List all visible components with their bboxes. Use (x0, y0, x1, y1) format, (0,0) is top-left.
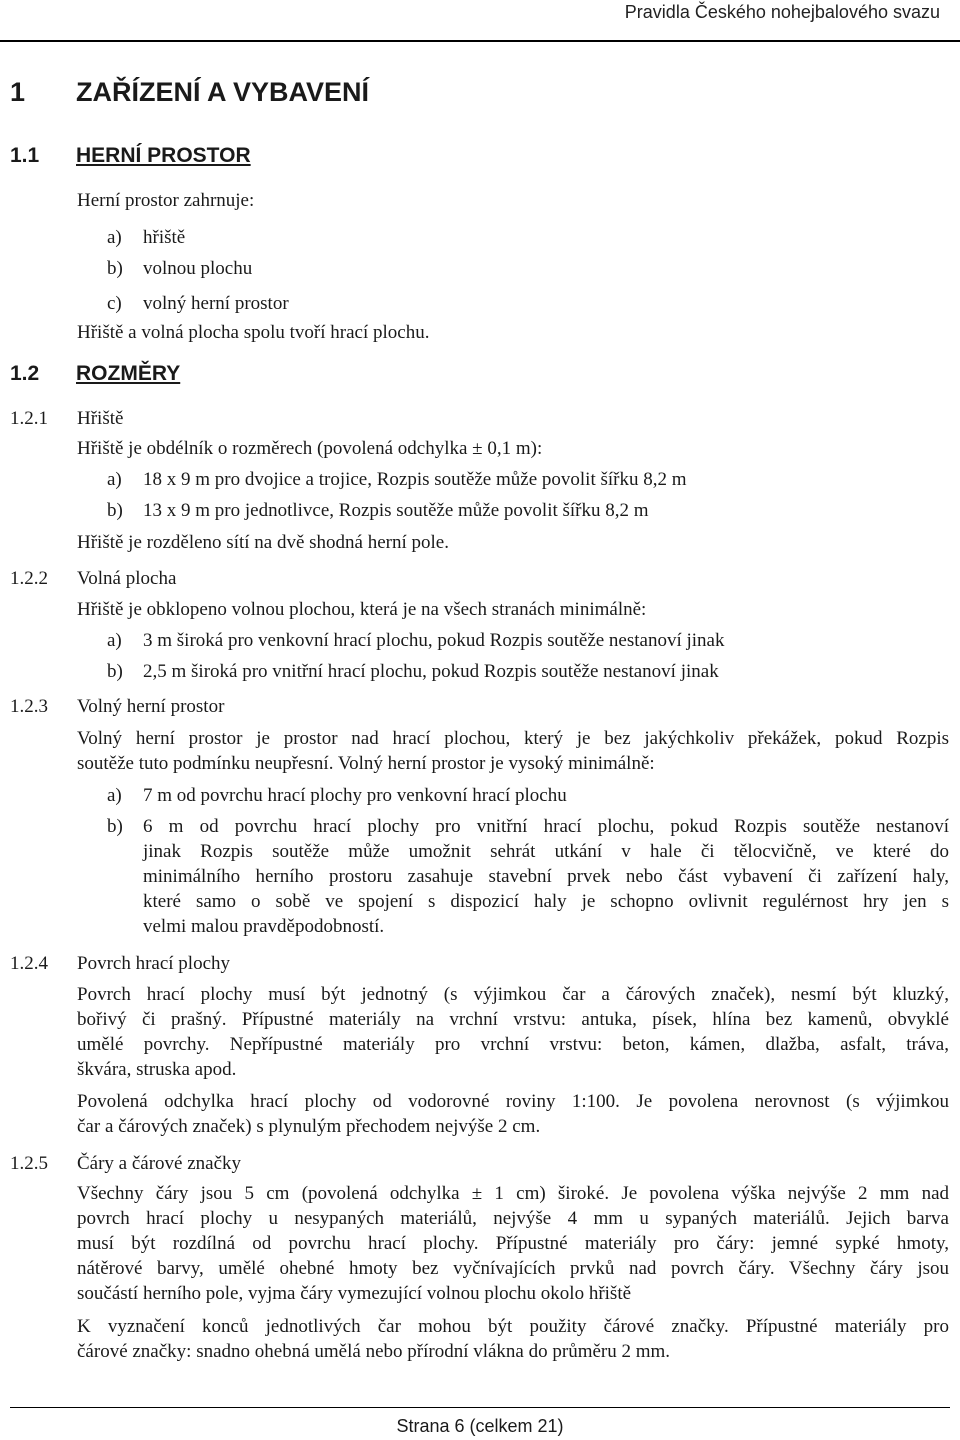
subsection-number: 1.2.5 (10, 1153, 48, 1174)
subsection-number: 1.2.2 (10, 568, 48, 589)
subsection-number: 1.2.4 (10, 953, 48, 974)
subsection-number: 1.2.3 (10, 696, 48, 717)
paragraph-line: součástí herního pole, vyjma čáry vymezující volnou plochu okolo hřiště (77, 1283, 632, 1304)
list-label: b) (107, 661, 123, 682)
subsection-title: Volná plocha (77, 568, 177, 589)
list-text-line: minimálního herního prostoru zasahuje stavební prvek nebo část vybavení či zařízení haly, (143, 866, 949, 887)
paragraph: Hřiště je obklopeno volnou plochou, která je na všech stranách minimálně: (77, 599, 647, 620)
section-number: 1.2 (10, 362, 40, 385)
list-label: b) (107, 258, 123, 279)
section-title: HERNÍ PROSTOR (76, 144, 251, 167)
list-text: 2,5 m široká pro vnitřní hrací plochu, pokud Rozpis soutěže nestanoví jinak (143, 661, 719, 682)
subsection-title: Volný herní prostor (77, 696, 225, 717)
subsection-title: Povrch hrací plochy (77, 953, 231, 974)
paragraph: Hřiště je obdélník o rozměrech (povolená odchylka ± 0,1 m): (77, 438, 543, 459)
paragraph-line: musí být rozdílná od povrchu hrací plochy. Přípustné materiály pro čáry: jemné sypké hmoty, (77, 1233, 949, 1254)
list-label: a) (107, 227, 122, 248)
section-heading-1-1 (10, 144, 251, 168)
section-title: ROZMĚRY (76, 362, 181, 385)
paragraph-line: povrch hrací plochy u nesypaných materiálů, nejvýše 4 mm u sypaných materiálů. Jejich barva (77, 1208, 949, 1229)
list-label: b) (107, 816, 123, 837)
list-label: a) (107, 785, 122, 806)
list-text-line: jinak Rozpis soutěže může umožnit sehrát utkání v hale či tělocvičně, ve které do (143, 841, 949, 862)
paragraph-line: soutěže tuto podmínku neupřesní. Volný herní prostor je vysoký minimálně: (77, 753, 655, 774)
paragraph-line: Všechny čáry jsou 5 cm (povolená odchylka ± 1 cm) široké. Je povolena výška nejvýše 2 mm nad (77, 1183, 949, 1204)
list-label: b) (107, 500, 123, 521)
paragraph-line: Volný herní prostor je prostor nad hrací plochou, který je bez jakýchkoliv překážek, pokud Rozpis (77, 728, 949, 749)
list-text: 7 m od povrchu hrací plochy pro venkovní hrací plochu (143, 785, 567, 806)
list-text: 3 m široká pro venkovní hrací plochu, pokud Rozpis soutěže nestanoví jinak (143, 630, 725, 651)
paragraph: Hřiště je rozděleno sítí na dvě shodná herní pole. (77, 532, 449, 553)
list-text: 18 x 9 m pro dvojice a trojice, Rozpis soutěže může povolit šířku 8,2 m (143, 469, 687, 490)
subsection-title: Čáry a čárové značky (77, 1153, 242, 1174)
section-heading-1-2 (10, 362, 180, 386)
list-text: volný herní prostor (143, 293, 289, 314)
chapter-title: ZAŘÍZENÍ A VYBAVENÍ (76, 77, 370, 107)
subsection-number: 1.2.1 (10, 408, 48, 429)
subsection-title: Hřiště (77, 408, 124, 429)
header-rule (0, 40, 960, 42)
list-text: hřiště (143, 227, 186, 248)
paragraph-line: nátěrové barvy, umělé ohebné hmoty bez vyčnívajících prvků nad povrch čáry. Všechny čáry jsou (77, 1258, 949, 1279)
chapter-number: 1 (10, 77, 26, 107)
running-header: Pravidla Českého nohejbalového svazu (624, 2, 940, 22)
paragraph-line: čar a čárových značek) s plynulým přechodem nejvýše 2 cm. (77, 1116, 541, 1137)
paragraph-line: bořivý či prašný. Přípustné materiály na vrchní vrstvu: antuka, písek, hlína bez kamenů, obvyklé (77, 1009, 949, 1030)
section-number: 1.1 (10, 144, 40, 167)
list-text-line: velmi malou pravděpodobností. (143, 916, 385, 937)
paragraph-line: umělé povrchy. Nepřípustné materiály pro vrchní vrstvu: beton, kámen, dlažba, asfalt, tráva, (77, 1034, 949, 1055)
list-text-line: 6 m od povrchu hrací plochy pro vnitřní hrací plochu, pokud Rozpis soutěže nestanoví (143, 816, 949, 837)
footer-rule (10, 1407, 950, 1408)
list-text-line: které samo o sobě ve spojení s dispozicí haly je schopno ovlivnit regulérnost hry jen s (143, 891, 949, 912)
list-text: 13 x 9 m pro jednotlivce, Rozpis soutěže může povolit šířku 8,2 m (143, 500, 649, 521)
section-outro: Hřiště a volná plocha spolu tvoří hrací plochu. (77, 322, 430, 343)
paragraph-line: Povrch hrací plochy musí být jednotný (s výjimkou čar a čárových značek), nesmí být kluzký, (77, 984, 949, 1005)
chapter-heading (10, 77, 369, 108)
list-item (107, 814, 949, 939)
paragraph-line: škvára, struska apod. (77, 1059, 237, 1080)
list-label: a) (107, 469, 122, 490)
page-number: Strana 6 (celkem 21) (396, 1416, 564, 1436)
list-text: volnou plochu (143, 258, 253, 279)
list-label: c) (107, 293, 122, 314)
paragraph-line: K vyznačení konců jednotlivých čar mohou být použity čárové značky. Přípustné materiály pro (77, 1316, 949, 1337)
section-intro: Herní prostor zahrnuje: (77, 190, 255, 211)
paragraph-line: čárové značky: snadno ohebná umělá nebo přírodní vlákna do průměru 2 mm. (77, 1341, 671, 1362)
paragraph-line: Povolená odchylka hrací plochy od vodorovné roviny 1:100. Je povolena nerovnost (s výjimkou (77, 1091, 949, 1112)
list-label: a) (107, 630, 122, 651)
